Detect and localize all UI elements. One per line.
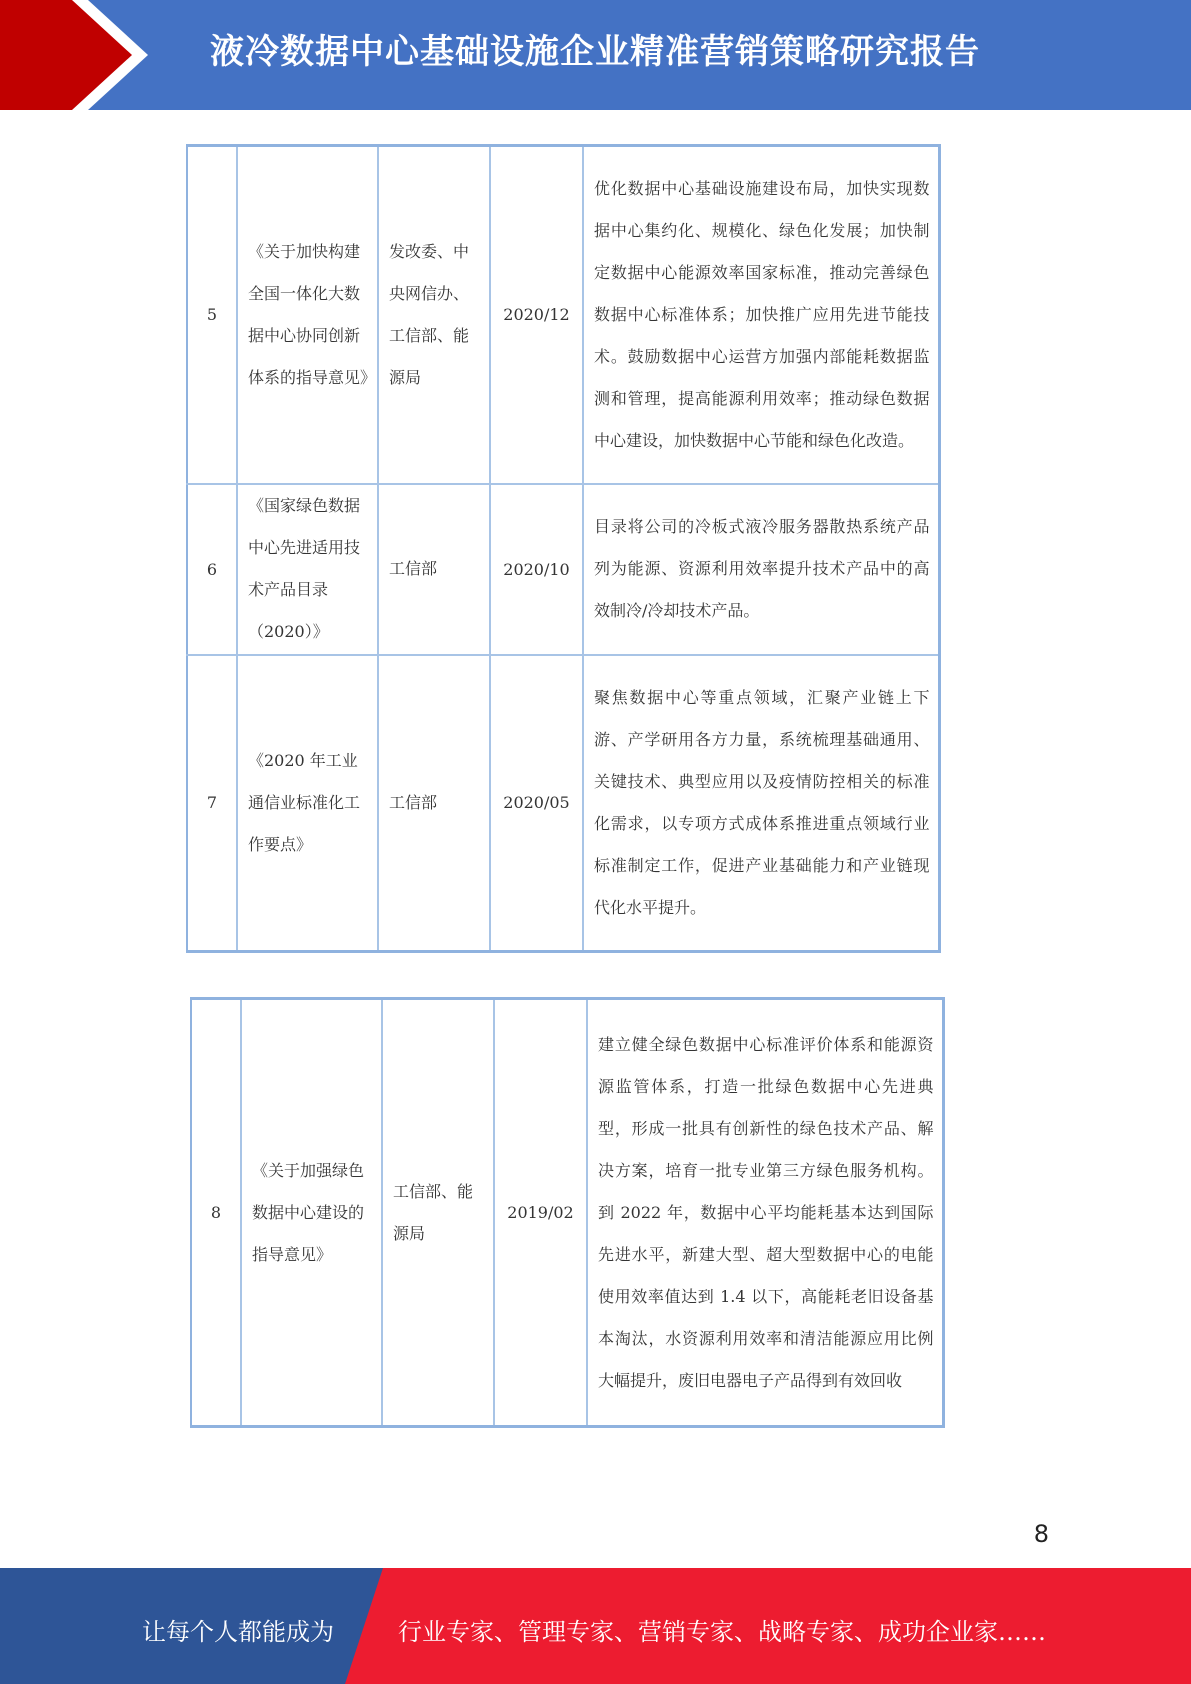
report-title: 液冷数据中心基础设施企业精准营销策略研究报告 (210, 32, 980, 72)
page-number: 8 (1033, 1520, 1049, 1548)
policy-name: 《关于加快构建全国一体化大数据中心协同创新体系的指导意见》 (237, 146, 378, 484)
policy-description: 优化数据中心基础设施建设布局，加快实现数据中心集约化、规模化、绿色化发展；加快制定数据中心能源效率国家标准，推动完善绿色数据中心标准体系；加快推广应用先进节能技术。鼓励数据中心运营方加强内部能耗数据监测和管理，提高能源利用效率；推动绿色数据中心建设，加快数据中心节能和绿色化改造。 (583, 146, 939, 484)
row-number: 7 (187, 655, 237, 952)
row-number: 6 (187, 484, 237, 655)
issue-date: 2019/02 (494, 999, 587, 1427)
footer-slogan-right: 行业专家、管理专家、营销专家、战略专家、成功企业家…… (398, 1618, 1046, 1646)
row-number: 8 (191, 999, 241, 1427)
issuing-department: 工信部 (378, 655, 490, 952)
policy-description: 目录将公司的冷板式液冷服务器散热系统产品列为能源、资源利用效率提升技术产品中的高效制冷/冷却技术产品。 (583, 484, 939, 655)
issuing-department: 工信部 (378, 484, 490, 655)
issue-date: 2020/05 (490, 655, 583, 952)
policy-description: 建立健全绿色数据中心标准评价体系和能源资源监管体系，打造一批绿色数据中心先进典型，形成一批具有创新性的绿色技术产品、解决方案，培育一批专业第三方绿色服务机构。到 2022 年，数据中心平均能耗基本达到国际先进水平，新建大型、超大型数据中心的电能使用效率值达到 1.4 以下，高能耗老旧设备基本淘汰，水资源利用效率和清洁能源应用比例大幅提升，废旧电器电子产品得到有效回收 (587, 999, 943, 1427)
policy-name: 《国家绿色数据中心先进适用技术产品目录（2020）》 (237, 484, 378, 655)
issuing-department: 发改委、中央网信办、工信部、能源局 (378, 146, 490, 484)
table-row (187, 484, 939, 655)
footer-banner (0, 1568, 1191, 1684)
header-banner (0, 0, 1191, 110)
row-number: 5 (187, 146, 237, 484)
policy-table-lower (190, 997, 945, 1428)
policy-table-upper (186, 144, 941, 953)
policy-description: 聚焦数据中心等重点领域，汇聚产业链上下游、产学研用各方力量，系统梳理基础通用、关键技术、典型应用以及疫情防控相关的标准化需求，以专项方式成体系推进重点领域行业标准制定工作，促进产业基础能力和产业链现代化水平提升。 (583, 655, 939, 952)
issue-date: 2020/10 (490, 484, 583, 655)
issuing-department: 工信部、能源局 (382, 999, 494, 1427)
table-row (191, 999, 943, 1427)
policy-name: 《关于加强绿色数据中心建设的指导意见》 (241, 999, 382, 1427)
table-row (187, 655, 939, 952)
table-row (187, 146, 939, 484)
issue-date: 2020/12 (490, 146, 583, 484)
footer-slogan-left: 让每个人都能成为 (142, 1618, 334, 1646)
policy-name: 《2020 年工业通信业标准化工作要点》 (237, 655, 378, 952)
